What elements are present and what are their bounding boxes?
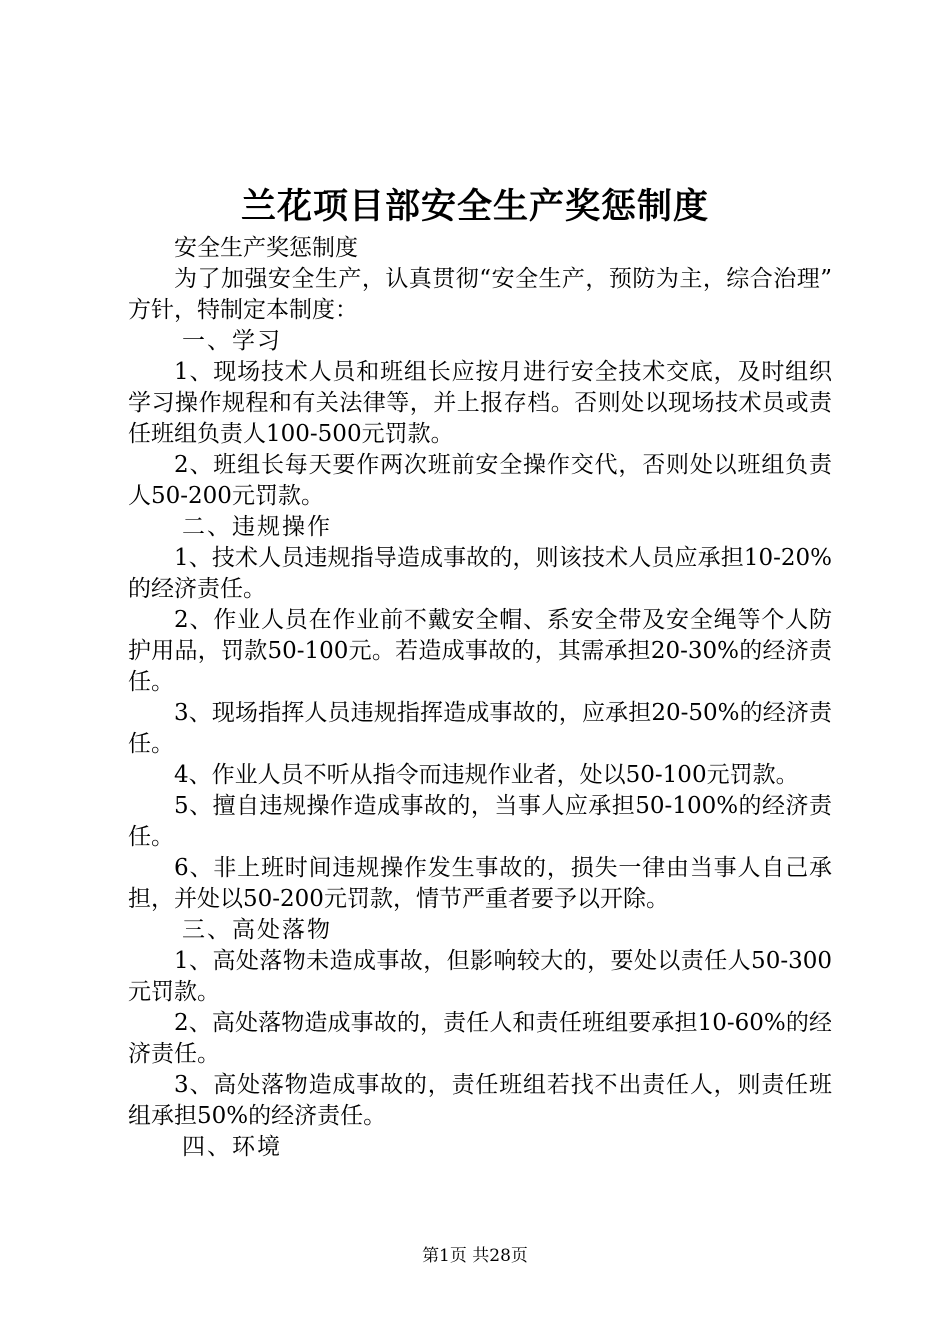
section-item: 6、非上班时间违规操作发生事故的，损失一律由当事人自己承担，并处以50-200元罚款，情节严重者要予以开除。: [128, 855, 832, 912]
section-heading-environment: 四、环境: [182, 1134, 282, 1160]
document-title: 兰花项目部安全生产奖惩制度: [240, 186, 709, 227]
section-item: 2、班组长每天要作两次班前安全操作交代，否则处以班组负责人50-200元罚款。: [128, 452, 832, 509]
section-item: 1、技术人员违规指导造成事故的，则该技术人员应承担10-20%的经济责任。: [128, 545, 832, 602]
section-item: 1、高处落物未造成事故，但影响较大的，要处以责任人50-300元罚款。: [128, 948, 832, 1005]
section-item: 1、现场技术人员和班组长应按月进行安全技术交底，及时组织学习操作规程和有关法律等，并上报存档。否则处以现场技术员或责任班组负责人100-500元罚款。: [128, 359, 832, 447]
section-item: 4、作业人员不听从指令而违规作业者，处以50-100元罚款。: [174, 762, 799, 788]
section-item: 2、作业人员在作业前不戴安全帽、系安全带及安全绳等个人防护用品，罚款50-100元。若造成事故的，其需承担20-30%的经济责任。: [128, 607, 832, 695]
intro-heading: 安全生产奖惩制度: [174, 235, 358, 261]
section-item: 5、擅自违规操作造成事故的，当事人应承担50-100%的经济责任。: [128, 793, 832, 850]
section-item: 2、高处落物造成事故的，责任人和责任班组要承担10-60%的经济责任。: [128, 1010, 832, 1067]
section-item: 3、现场指挥人员违规指挥造成事故的，应承担20-50%的经济责任。: [128, 700, 832, 757]
page-indicator: 第1页 共28页: [422, 1246, 528, 1266]
section-item: 3、高处落物造成事故的，责任班组若找不出责任人，则责任班组承担50%的经济责任。: [128, 1072, 832, 1129]
document-body: [128, 233, 832, 1163]
page-footer: [0, 1244, 950, 1268]
section-heading-violation: 二、违规操作: [182, 514, 332, 540]
section-heading-study: 一、学习: [182, 328, 282, 354]
intro-paragraph: 为了加强安全生产，认真贯彻“安全生产，预防为主，综合治理”方针，特制定本制度：: [128, 266, 832, 323]
section-heading-falling-objects: 三、高处落物: [182, 917, 332, 943]
